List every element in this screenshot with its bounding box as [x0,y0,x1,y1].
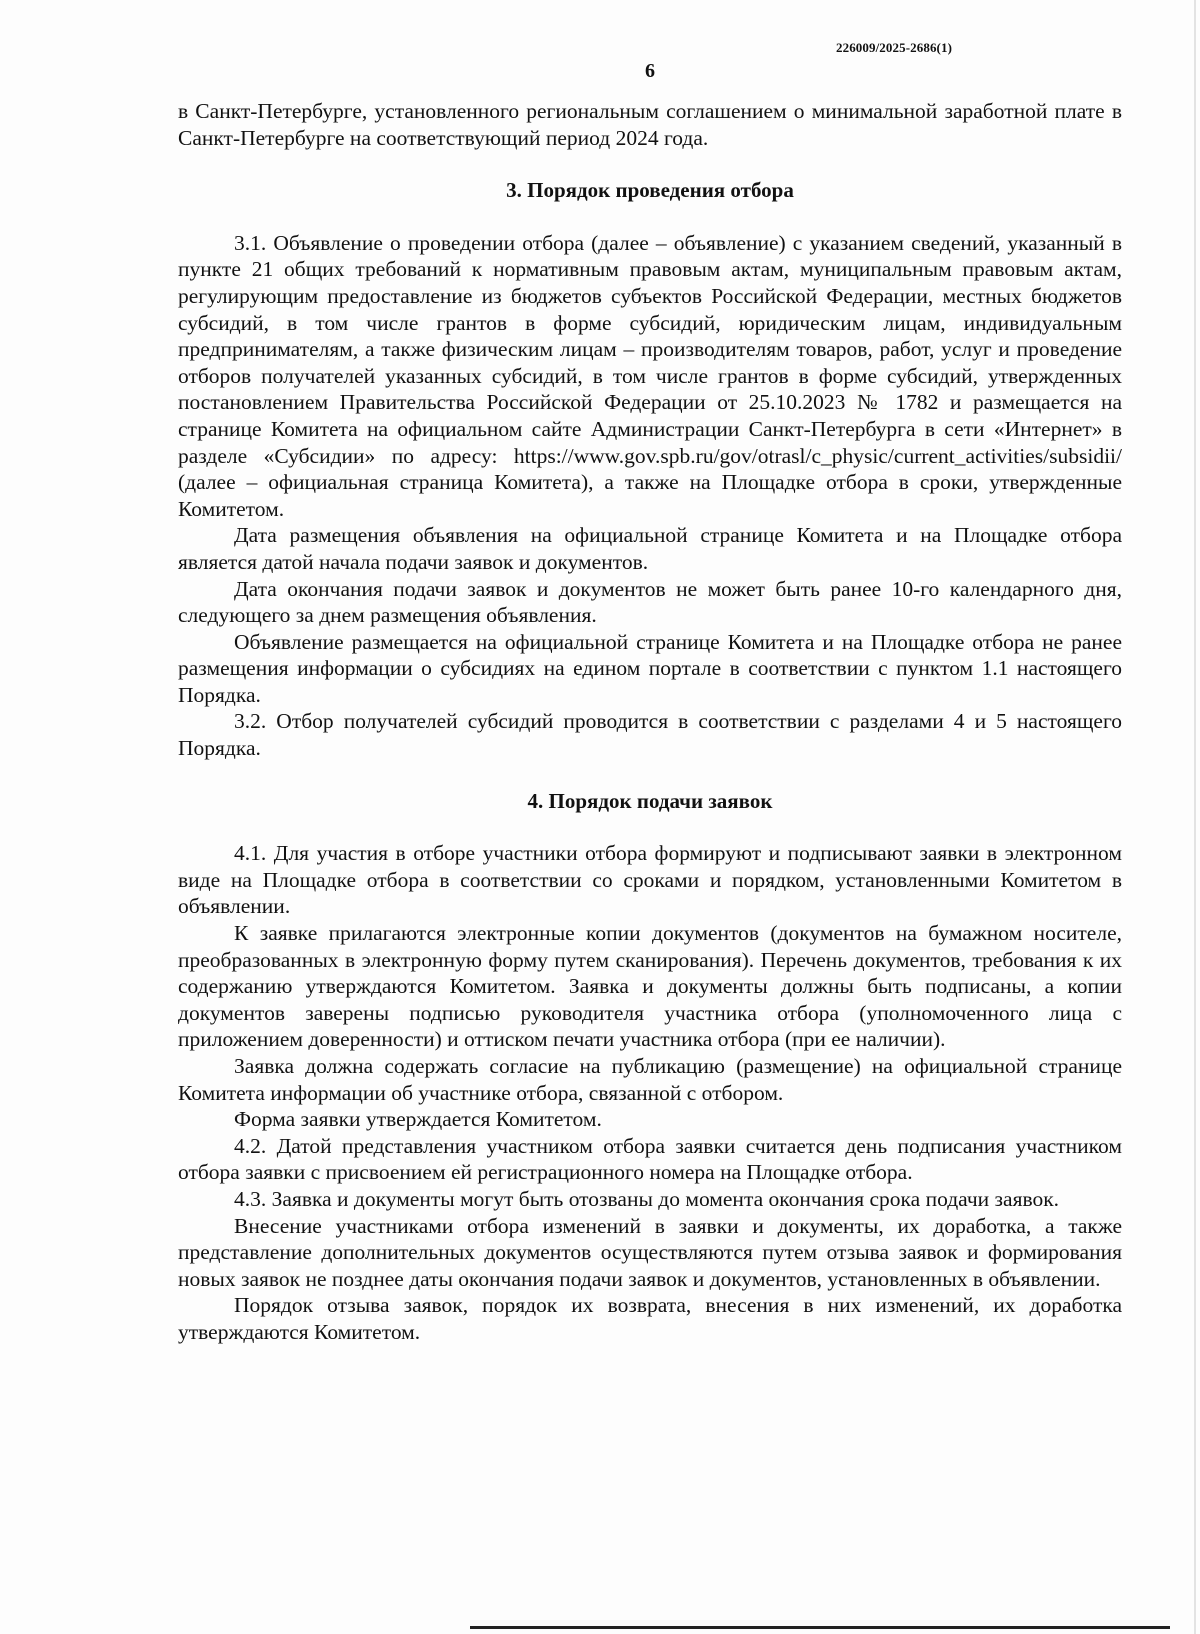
section-heading-3: 3. Порядок проведения отбора [506,178,794,203]
paragraph-3-2: 3.2. Отбор получателей субсидий проводится в соответствии с разделами 4 и 5 настоящего Порядка. [178,709,1122,761]
document-body [178,98,1122,1346]
document-registration-number: 226009/2025-2686(1) [836,40,952,55]
scan-artifact-line [470,1626,1170,1629]
scan-edge [1194,0,1196,1634]
paragraph-4-3-b: Внесение участниками отбора изменений в заявки и документы, их доработка, а также представление дополнительных документов осуществляются путем отзыва заявок и формирования новых заявок не позднее даты окончания подачи заявок и документов, установленных в объявлении. [178,1213,1122,1291]
paragraph-4-3: 4.3. Заявка и документы могут быть отозваны до момента окончания срока подачи заявок. [234,1186,1060,1211]
paragraph-3-1: 3.1. Объявление о проведении отбора (далее – объявление) с указанием сведений, указанный в пункте 21 общих требований к нормативным правовым актам, муниципальным правовым актам, регулирующим предоставление из бюджетов субъектов Российской Федерации, местных бюджетов субсидий, в том числе грантов в форме субсидий, юридическим лицам, индивидуальным предпринимателям, а также физическим лицам – производителям товаров, работ, услуг и проведение отборов получателей указанных субсидий, в том числе грантов в форме субсидий, утвержденных постановлением Правительства Российской Федерации от 25.10.2023 № 1782 и размещается на странице Комитета на официальном сайте Администрации Санкт-Петербурга в сети «Интернет» в разделе «Субсидии» по адресу: https://www.gov.spb.ru/gov/otrasl/c_physic/current_activities/subsidii/ (далее – официальная страница Комитета), а также на Площадке отбора в сроки, утвержденные Комитетом. [178,230,1122,521]
paragraph-4-1-b: К заявке прилагаются электронные копии документов (документов на бумажном носителе, преобразованных в электронную форму путем сканирования). Перечень документов, требования к их содержанию утверждаются Комитетом. Заявка и документы должны быть подписаны, а копии документов заверены подписью руководителя участника отбора (уполномоченного лица с приложением доверенности) и оттиском печати участника отбора (при ее наличии). [178,921,1122,1052]
section-heading-4: 4. Порядок подачи заявок [527,788,773,813]
paragraph-3-1-b: Дата размещения объявления на официальной странице Комитета и на Площадке отбора является датой начала подачи заявок и документов. [178,523,1122,574]
paragraph-3-1-d: Объявление размещается на официальной странице Комитета и на Площадке отбора не ранее размещения информации о субсидиях на едином портале в соответствии с пунктом 1.1 настоящего Порядка. [178,629,1122,707]
paragraph-4-1-d: Форма заявки утверждается Комитетом. [234,1107,602,1132]
page-number: 6 [645,60,655,82]
paragraph-3-1-c: Дата окончания подачи заявок и документов не может быть ранее 10-го календарного дня, следующего за днем размещения объявления. [178,576,1122,628]
paragraph-4-1-c: Заявка должна содержать согласие на публикацию (размещение) на официальной странице Комитета информации об участнике отбора, связанной с отбором. [178,1054,1122,1105]
paragraph-4-1: 4.1. Для участия в отборе участники отбора формируют и подписывают заявки в электронном виде на Площадке отбора в соответствии со сроками и порядком, установленными Комитетом в объявлении. [178,841,1122,919]
paragraph-4-3-c: Порядок отзыва заявок, порядок их возврата, внесения в них изменений, их доработка утверждаются Комитетом. [178,1293,1122,1344]
paragraph-intro: в Санкт-Петербурге, установленного региональным соглашением о минимальной заработной плате в Санкт-Петербурге на соответствующий период 2024 года. [178,99,1122,150]
paragraph-4-2: 4.2. Датой представления участником отбора заявки считается день подписания участником отбора заявки с присвоением ей регистрационного номера на Площадке отбора. [178,1133,1122,1185]
